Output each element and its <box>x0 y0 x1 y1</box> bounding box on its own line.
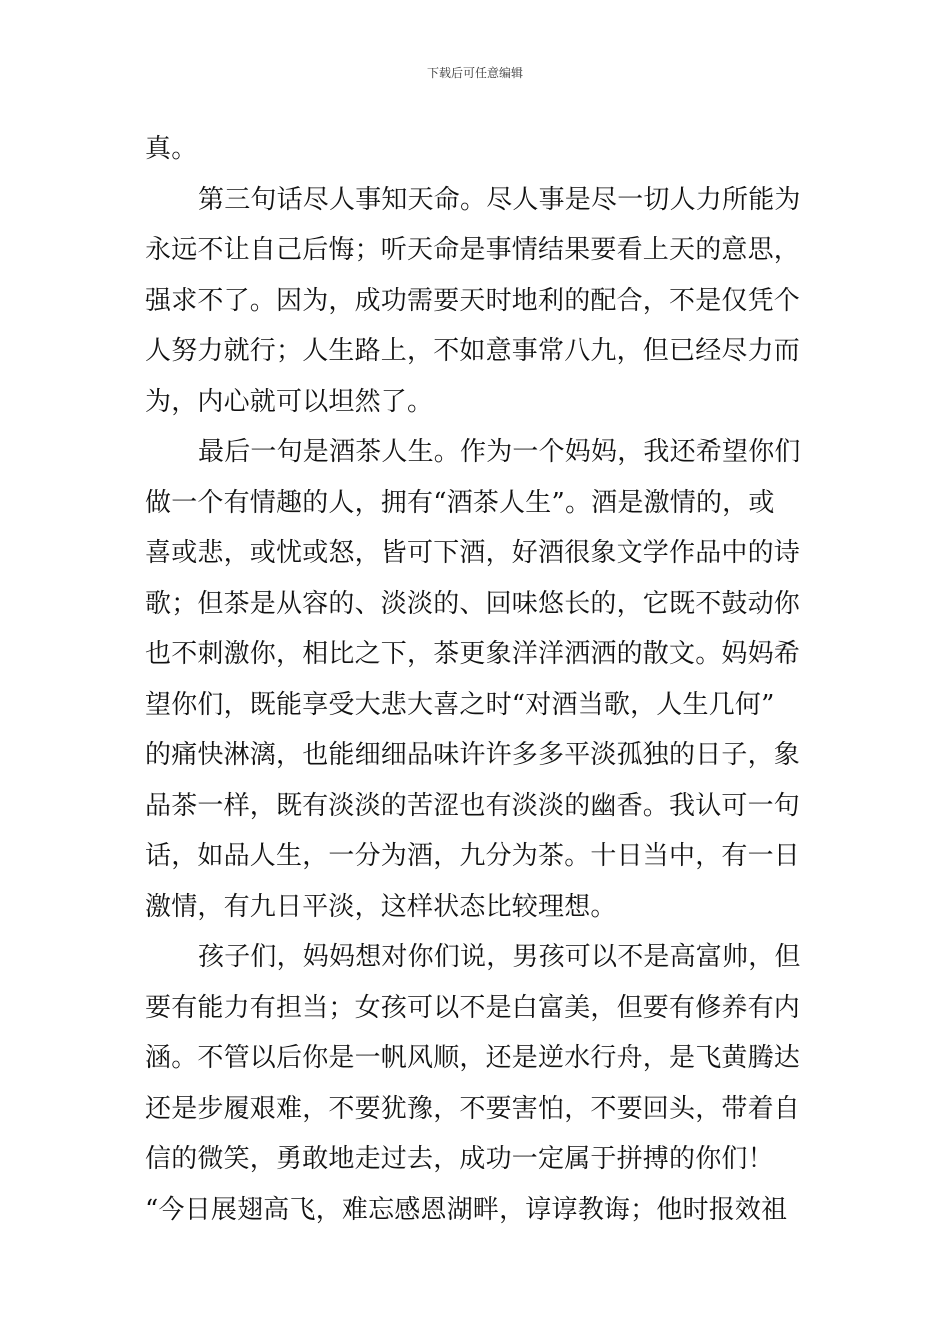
text-line: 要有能力有担当；女孩可以不是白富美，但要有修养有内 <box>145 992 801 1023</box>
text-line: “今日展翅高飞，难忘感恩湖畔，谆谆教诲；他时报效祖 <box>145 1194 788 1225</box>
page-header: 下载后可任意编辑 <box>426 66 523 80</box>
text-line: 喜或悲，或忧或怒，皆可下酒，好酒很象文学作品中的诗 <box>145 538 801 568</box>
text-line: 做一个有情趣的人，拥有“酒茶人生”。酒是激情的，或 <box>145 487 775 518</box>
text-line: 还是步履艰难，不要犹豫，不要害怕，不要回头，带着自 <box>145 1093 801 1124</box>
text-line: 第三句话尽人事知天命。尽人事是尽一切人力所能为 <box>198 184 801 215</box>
text-line: 人努力就行；人生路上，不如意事常八九，但已经尽力而 <box>145 336 801 366</box>
text-line: 为，内心就可以坦然了。 <box>145 386 434 417</box>
text-line: 望你们，既能享受大悲大喜之时“对酒当歌，人生几何” <box>145 689 775 720</box>
text-line: 永远不让自己后悔；听天命是事情结果要看上天的意思， <box>145 235 801 265</box>
text-line: 涵。不管以后你是一帆风顺，还是逆水行舟，是飞黄腾达 <box>145 1043 801 1073</box>
text-line: 真。 <box>145 134 198 164</box>
text-line: 激情，有九日平淡，这样状态比较理想。 <box>145 891 617 922</box>
text-line: 的痛快淋漓，也能细细品味许许多多平淡孤独的日子，象 <box>145 740 801 770</box>
text-line: 也不刺激你，相比之下，茶更象洋洋洒洒的散文。妈妈希 <box>145 639 801 669</box>
text-line: 最后一句是酒茶人生。作为一个妈妈，我还希望你们 <box>198 437 801 467</box>
text-line: 信的微笑，勇敢地走过去，成功一定属于拼搏的你们！ <box>145 1144 774 1174</box>
document-body <box>145 124 805 1235</box>
text-line: 强求不了。因为，成功需要天时地利的配合，不是仅凭个 <box>145 285 801 316</box>
text-line: 歌；但茶是从容的、淡淡的、回味悠长的，它既不鼓动你 <box>145 588 801 619</box>
text-line: 话，如品人生，一分为酒，九分为茶。十日当中，有一日 <box>145 841 801 871</box>
text-line: 品茶一样，既有淡淡的苦涩也有淡淡的幽香。我认可一句 <box>145 790 801 821</box>
text-line: 孩子们，妈妈想对你们说，男孩可以不是高富帅，但 <box>198 942 801 972</box>
